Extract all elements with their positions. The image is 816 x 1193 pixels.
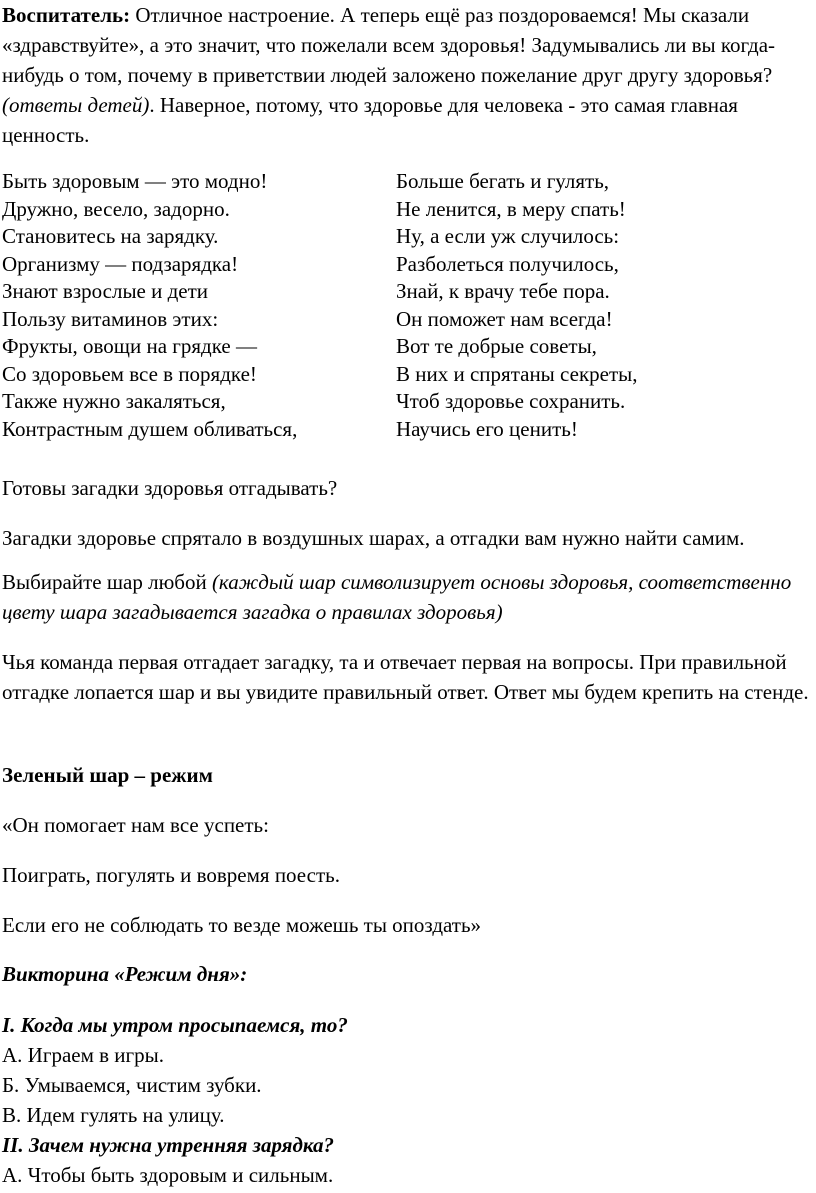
quiz-option: А. Чтобы быть здоровым и сильным. [2, 1163, 334, 1187]
intro-text-end: . Наверное, потому, что здоровье для человека - это самая главная ценность. [2, 93, 738, 147]
quiz-question: I. Когда мы утром просыпаемся, то? [2, 1013, 348, 1037]
choose-paragraph [2, 567, 814, 627]
poem-right-column [396, 168, 638, 443]
intro-paragraph [2, 0, 814, 150]
poem-line: Дружно, весело, задорно. [2, 196, 230, 221]
poem-line: Знают взрослые и дети [2, 279, 209, 303]
poem-line: Вот те добрые советы, [396, 334, 597, 358]
poem-line: Научись его ценить! [396, 416, 578, 441]
poem-line: Он поможет нам всегда! [396, 306, 613, 331]
poem-line: Фрукты, овощи на грядке — [2, 334, 257, 358]
poem-line: Разболеться получилось, [396, 251, 619, 276]
poem-line: Больше бегать и гулять, [396, 169, 610, 193]
quiz-option: А. Играем в игры. [2, 1043, 165, 1067]
choose-note: (каждый шар символизирует основы здоровья, соответственно цвету шара загадывается загадка о правилах здоровья) [2, 570, 792, 624]
poem-line: Не ленится, в меру спать! [396, 196, 626, 221]
answers-note: (ответы детей) [2, 93, 150, 117]
intro-text: Отличное настроение. А теперь ещё раз поздороваемся! Мы сказали «здравствуйте», а это значит, что пожелали всем здоровья! Задумывались ли вы когда-нибудь о том, почему в приветствии людей заложено пожелание друг другу здоровья? [2, 3, 776, 87]
speaker-label: Воспитатель: [2, 3, 131, 27]
poem-line: Контрастным душем обливаться, [2, 416, 298, 441]
quiz-title: Викторина «Режим дня»: [2, 962, 248, 986]
quiz-option: Б. Умываемся, чистим зубки. [2, 1073, 262, 1097]
rules-paragraph: Чья команда первая отгадает загадку, та и отвечает первая на вопросы. При правильной отгадке лопается шар и вы увидите правильный ответ. Ответ мы будем крепить на стенде. [2, 650, 809, 704]
quiz-question: II. Зачем нужна утренняя зарядка? [2, 1133, 335, 1157]
poem-line: В них и спрятаны секреты, [396, 361, 638, 386]
riddles-hidden: Загадки здоровье спрятало в воздушных шарах, а отгадки вам нужно найти самим. [2, 526, 745, 550]
poem-line: Пользу витаминов этих: [2, 306, 219, 331]
choose-text: Выбирайте шар любой [2, 570, 212, 594]
poem-line: Быть здоровым — это модно! [2, 169, 268, 193]
quiz-option: В. Идем гулять на улицу. [2, 1103, 225, 1127]
riddle-line: Если его не соблюдать то везде можешь ты опоздать» [2, 913, 482, 937]
green-balloon-heading: Зеленый шар – режим [2, 763, 213, 787]
riddle-line: «Он помогает нам все успеть: [2, 813, 269, 837]
poem-line: Со здоровьем все в порядке! [2, 361, 257, 386]
poem-line: Знай, к врачу тебе пора. [396, 279, 610, 303]
poem-line: Также нужно закаляться, [2, 389, 226, 413]
poem-line: Ну, а если уж случилось: [396, 224, 620, 248]
poem-left-column [2, 168, 297, 443]
poem-line: Организму — подзарядка! [2, 251, 239, 276]
riddle-line: Поиграть, погулять и вовремя поесть. [2, 863, 340, 887]
poem-line: Чтоб здоровье сохранить. [396, 389, 626, 413]
poem-line: Становитесь на зарядку. [2, 224, 219, 248]
riddles-question: Готовы загадки здоровья отгадывать? [2, 476, 338, 500]
